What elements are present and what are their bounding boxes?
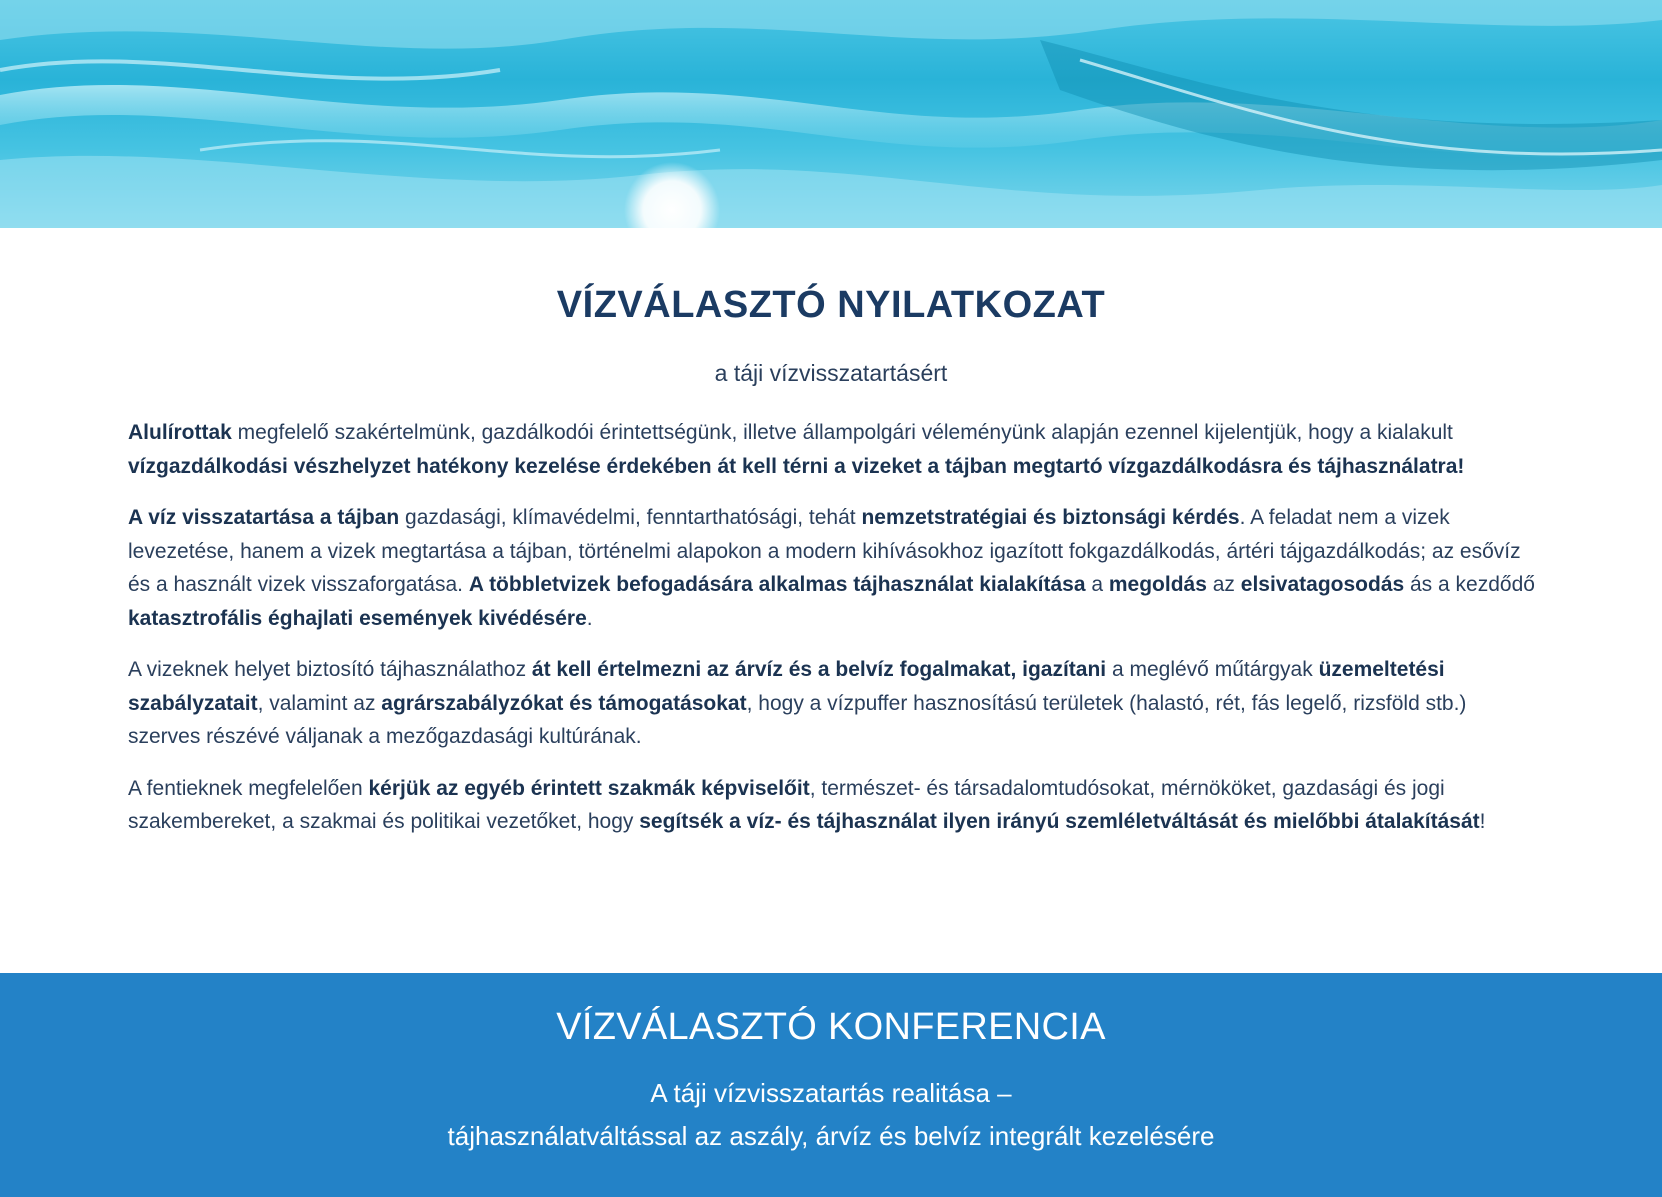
text-bold: vízgazdálkodási vészhelyzet hatékony kezelése érdekében át kell térni a vizeket a tájban megtartó vízgazdálkodásra és tájhasználatra! (128, 454, 1465, 478)
text-regular: a meglévő műtárgyak (1106, 658, 1319, 681)
declaration-title: VÍZVÁLASZTÓ NYILATKOZAT (556, 284, 1106, 326)
declaration-paragraph (128, 653, 1536, 754)
text-regular: A fentieknek megfelelően (128, 776, 369, 800)
text-regular: ás a kezdődő (1404, 573, 1535, 596)
hero-banner (0, 0, 1662, 228)
water-waves-image (0, 0, 1662, 228)
text-bold: kérjük az egyéb érintett szakmák képviselőit (368, 776, 810, 800)
text-regular: , természet- és társadalomtudósokat, mérnököket, gazdasági és jogi szakembereket, a szakmai és politikai vezetőket, hogy (128, 776, 1445, 833)
text-regular: megfelelő szakértelmünk, gazdálkodói érintettségünk, illetve állampolgári véleményünk alapján ezennel kijelentjük, hogy a kialakult (231, 421, 1453, 444)
text-bold: Alulírottak (128, 421, 232, 444)
declaration-paragraph (128, 501, 1536, 635)
text-regular: az (1206, 573, 1241, 596)
text-bold: nemzetstratégiai és biztonsági kérdés (861, 506, 1240, 529)
text-regular: . (586, 606, 593, 630)
text-bold: elsivatagosodás (1240, 573, 1405, 596)
declaration-text (128, 416, 1536, 857)
text-bold: agrárszabályzókat és támogatásokat (381, 691, 747, 715)
text-bold: megoldás (1108, 573, 1207, 596)
text-regular: gazdasági, klímavédelmi, fenntarthatósági, tehát (399, 506, 862, 529)
declaration-section (0, 228, 1662, 973)
text-regular: , hogy a vízpuffer hasznosítású területek (halastó, rét, fás legelő, rizsföld stb.) szerves részévé váljanak a mezőgazdasági kultúrának. (128, 691, 1467, 748)
text-bold: A többletvizek befogadására alkalmas tájhasználat kialakítása (468, 573, 1086, 596)
declaration-paragraph (128, 772, 1536, 839)
declaration-paragraph (128, 416, 1536, 483)
declaration-subtitle: a táji vízvisszatartásért (714, 360, 948, 386)
conference-subtitle-line2: tájhasználatváltással az aszály, árvíz és belvíz integrált kezelésére (447, 1121, 1215, 1151)
conference-subtitle-line1: A táji vízvisszatartás realitása – (650, 1078, 1012, 1108)
text-regular: a (1085, 573, 1109, 596)
text-bold: A víz visszatartása a tájban (128, 506, 400, 529)
conference-title: VÍZVÁLASZTÓ KONFERENCIA (556, 1006, 1106, 1048)
text-bold: át kell értelmezni az árvíz és a belvíz fogalmakat, igazítani (531, 658, 1107, 681)
text-regular: . A feladat nem a vizek levezetése, hanem a vizek megtartása a tájban, történelmi alapokon a modern kihívásokhoz igazított fokgazdálkodás, ártéri tájgazdálkodás; az esővíz és a használt vizek visszaforgatása. (128, 506, 1521, 596)
text-bold: katasztrofális éghajlati események kivédésére (128, 606, 587, 630)
text-regular: , valamint az (257, 691, 382, 715)
text-regular: ! (1479, 810, 1486, 833)
text-regular: A vizeknek helyet biztosító tájhasználathoz (128, 658, 532, 681)
text-bold: segítsék a víz- és tájhasználat ilyen irányú szemléletváltását és mielőbbi átalakítását (639, 810, 1480, 833)
conference-section (0, 973, 1662, 1197)
text-bold: üzemeltetési szabályzatait (128, 658, 1445, 715)
